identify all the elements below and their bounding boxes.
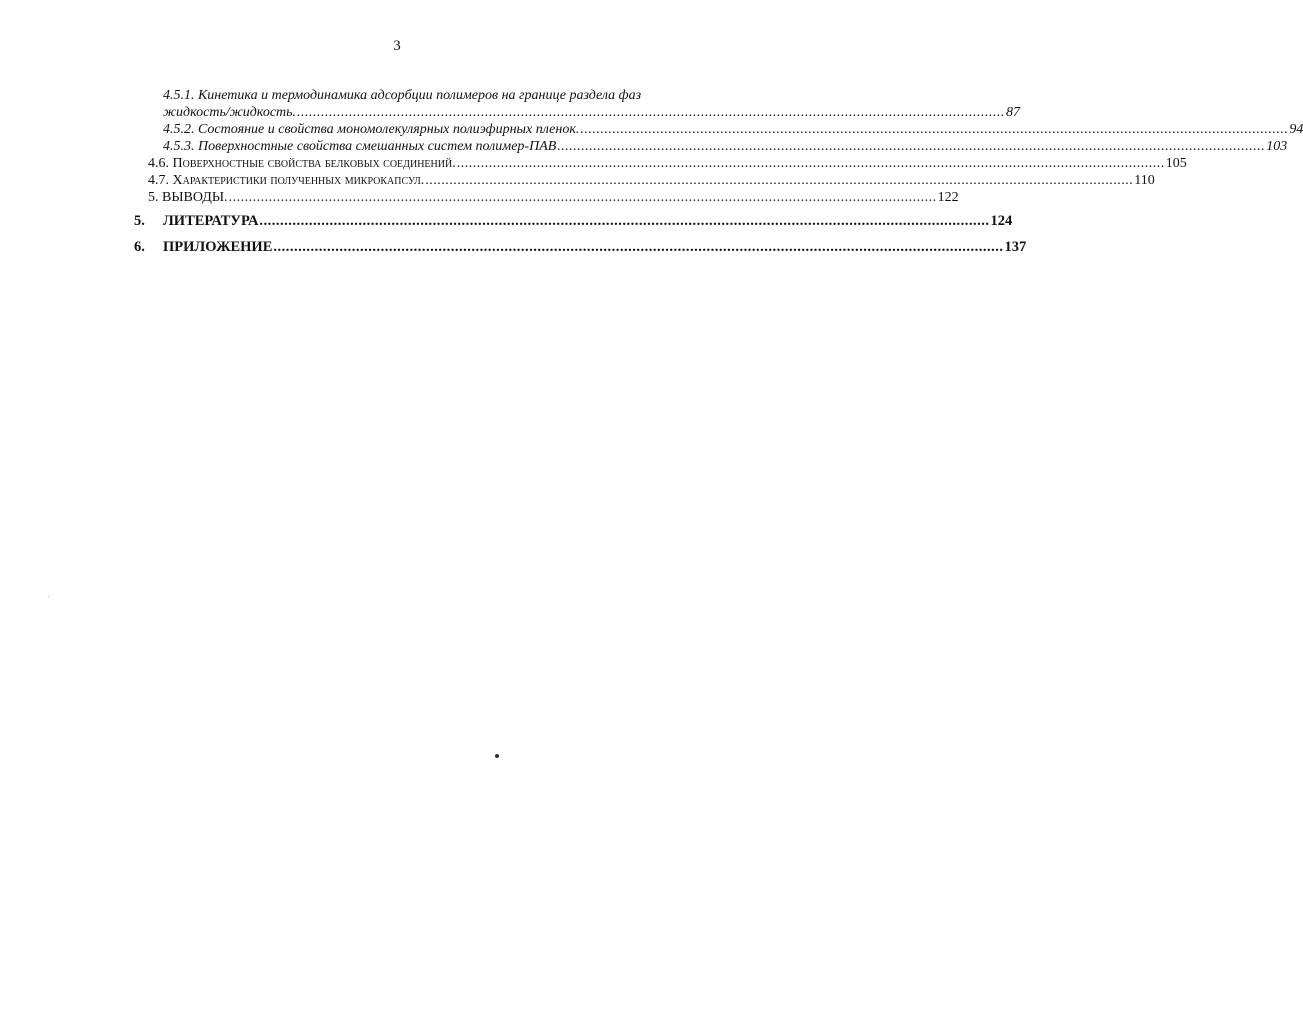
dot-leader: ................................................................................................................................................................................. <box>557 139 1266 154</box>
toc-page-number: 103 <box>1266 139 1288 154</box>
toc-page-number: 94 <box>1289 122 1303 137</box>
toc-entry-text: ЛИТЕРАТУРА <box>163 213 259 229</box>
toc-entry-4-6 <box>148 155 1187 172</box>
toc-page-number: 122 <box>937 190 959 205</box>
toc-entry-4-5-1-first-line <box>163 87 641 104</box>
toc-entry-appendix <box>163 239 1027 256</box>
toc-entry-text: 4.5.3. Поверхностные свойства смешанных систем полимер-ПАВ <box>163 139 557 154</box>
toc-entry-text: 5. ВЫВОДЫ. <box>148 190 228 205</box>
scan-speck <box>495 754 499 758</box>
toc-page-number: 110 <box>1134 173 1155 188</box>
toc-entry-4-7 <box>148 172 1155 189</box>
toc-page-number: 87 <box>1006 105 1021 120</box>
toc-entry-4-5-1 <box>163 104 1021 121</box>
toc-page-number: 137 <box>1004 239 1027 255</box>
toc-section-number: 5. <box>134 213 145 229</box>
toc-entry-text: 4.5.1. Кинетика и термодинамика адсорбции полимеров на границе раздела фаз <box>163 88 642 103</box>
toc-section-number: 6. <box>134 239 145 255</box>
toc-entry-text: 4.7. Характеристики полученных микрокапсул. <box>148 173 425 188</box>
toc-entry-4-5-2 <box>163 121 1303 138</box>
scan-speck <box>48 596 49 597</box>
toc-entry-text: 4.6. Поверхностные свойства белковых соединений. <box>148 156 456 171</box>
toc-page-number: 105 <box>1165 156 1187 171</box>
toc-page-number: 124 <box>990 213 1013 229</box>
toc-entry-literature <box>163 213 1013 230</box>
dot-leader: ................................................................................................................................................................................. <box>580 122 1289 137</box>
dot-leader: ................................................................................................................................................................................. <box>228 190 937 205</box>
toc-entry-4-5-3 <box>163 138 1288 155</box>
toc-entry-text: жидкость/жидкость. <box>163 105 297 120</box>
dot-leader: ................................................................................................................................................................................. <box>425 173 1134 188</box>
dot-leader: ................................................................................................................................................................................. <box>456 156 1165 171</box>
toc-entry-conclusions <box>148 189 959 206</box>
toc-entry-text: 4.5.2. Состояние и свойства мономолекулярных полиэфирных пленок. <box>163 122 580 137</box>
dot-leader: ................................................................................................................................................................................. <box>273 239 1004 255</box>
toc-entry-text: ПРИЛОЖЕНИЕ <box>163 239 273 255</box>
dot-leader: ................................................................................................................................................................................. <box>297 105 1006 120</box>
dot-leader: ................................................................................................................................................................................. <box>259 213 990 229</box>
page-number: 3 <box>393 38 401 54</box>
